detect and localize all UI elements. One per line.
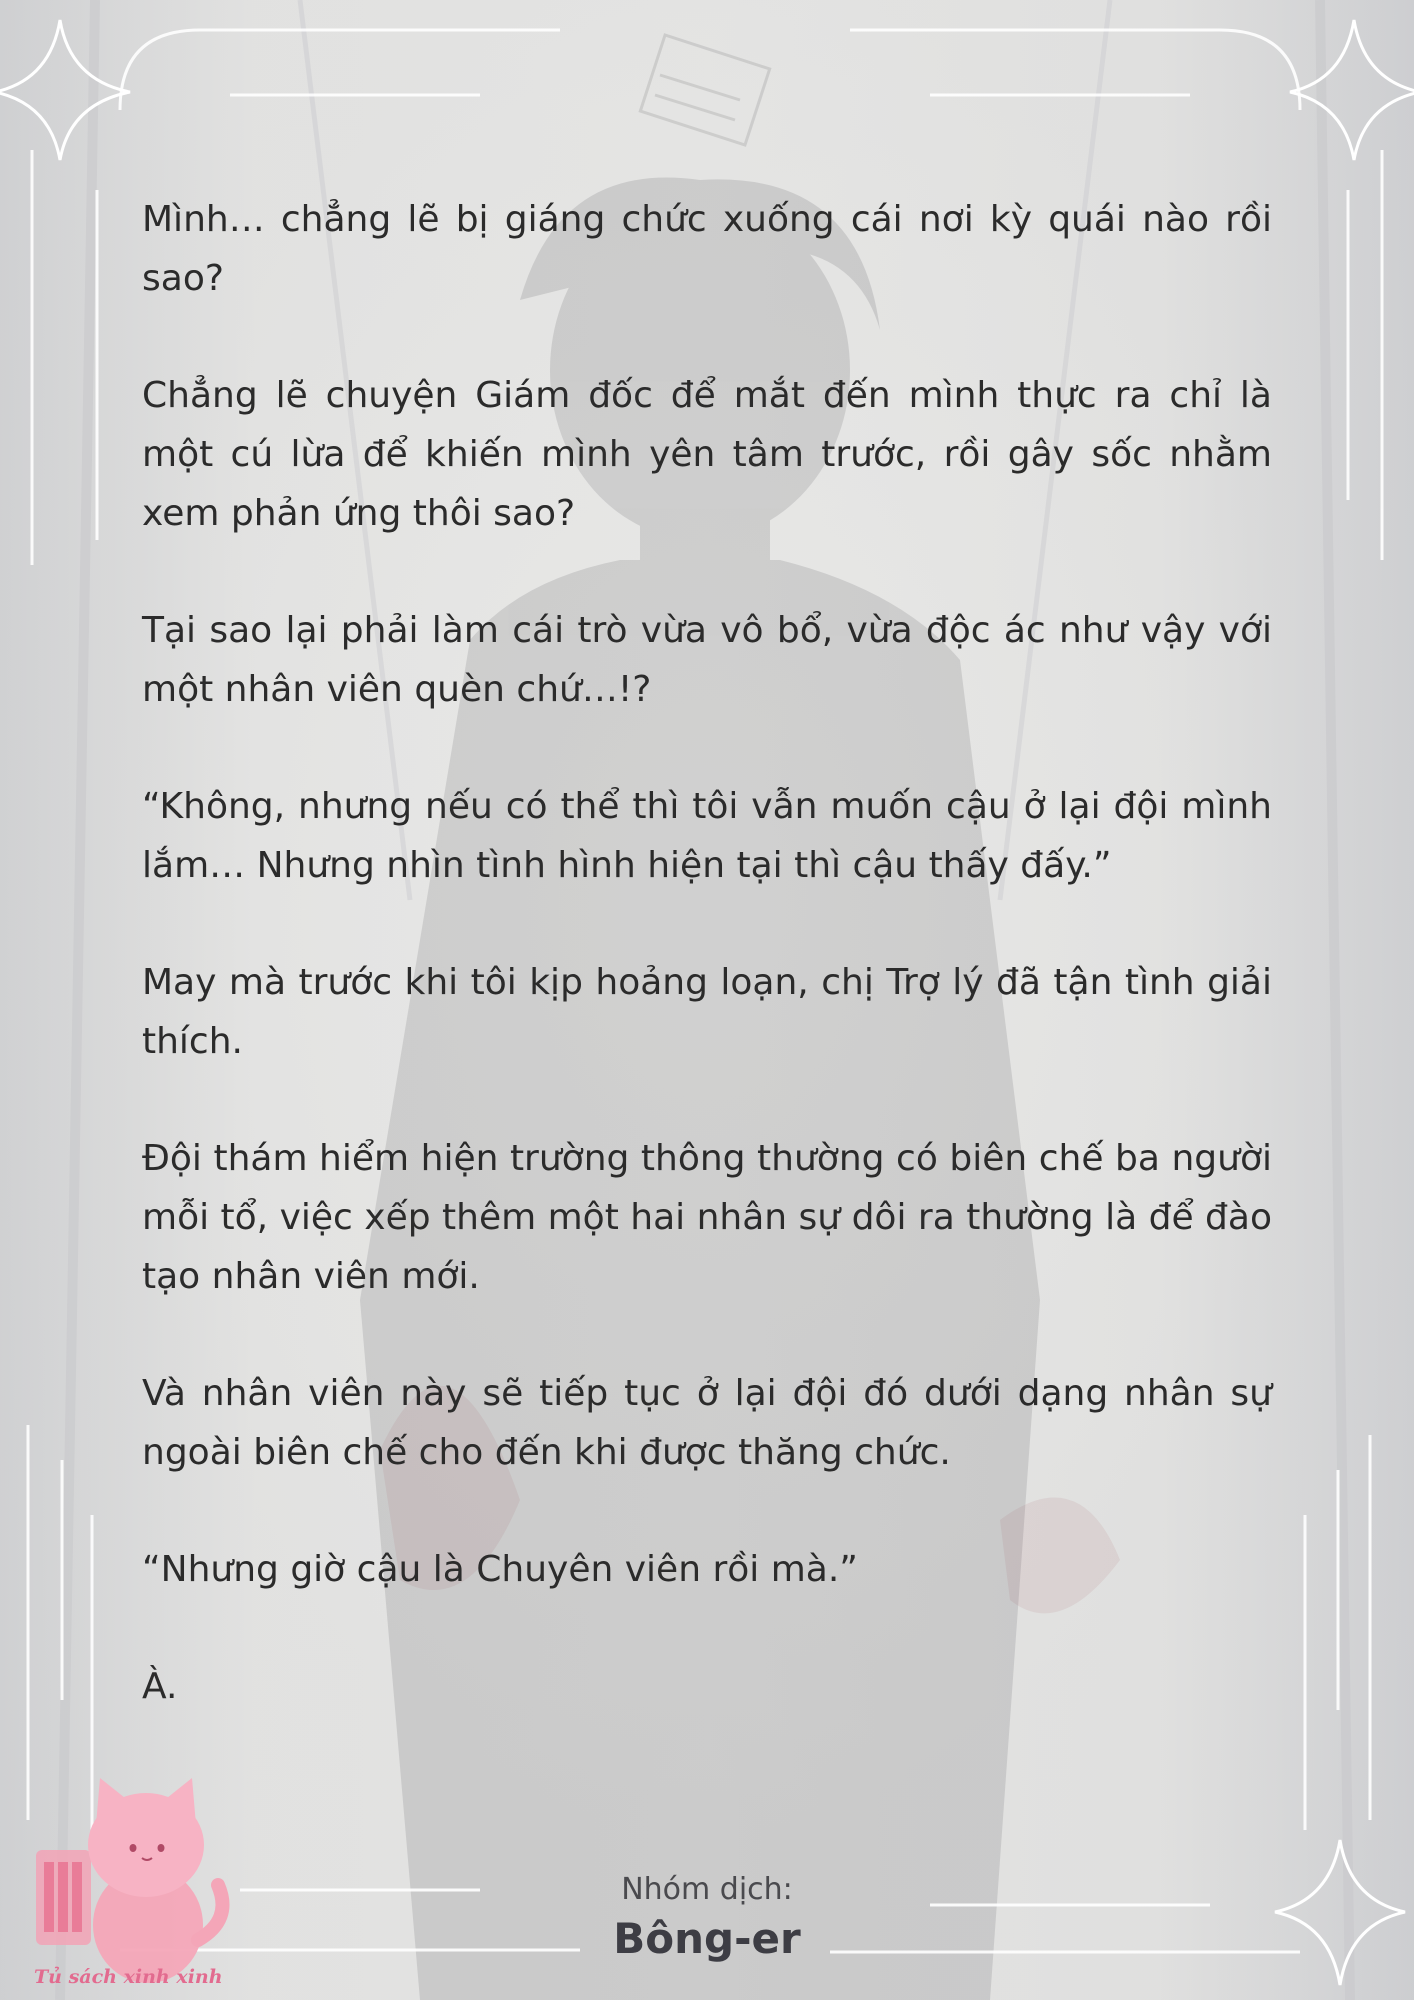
pink-cat-logo-icon xyxy=(28,1770,238,1995)
paragraph: May mà trước khi tôi kịp hoảng loạn, chị Trợ lý đã tận tình giải thích. xyxy=(142,962,1272,1062)
paragraph: “Không, nhưng nếu có thể thì tôi vẫn muốn cậu ở lại đội mình lắm… Nhưng nhìn tình hình hiện tại thì cậu thấy đấy.” xyxy=(142,786,1272,886)
logo-text: Tủ sách xinh xinh xyxy=(34,1966,223,1988)
story-text xyxy=(142,190,1272,1774)
translator-label: Nhóm dịch: xyxy=(621,1872,793,1907)
paragraph: À. xyxy=(142,1666,178,1707)
translator-name: Bông-er xyxy=(613,1914,801,1963)
paragraph: Chẳng lẽ chuyện Giám đốc để mắt đến mình thực ra chỉ là một cú lừa để khiến mình yên tâm trước, rồi gây sốc nhằm xem phản ứng thôi sao? xyxy=(142,375,1272,534)
paragraph: Mình… chẳng lẽ bị giáng chức xuống cái nơi kỳ quái nào rồi sao? xyxy=(142,199,1272,299)
paragraph: Và nhân viên này sẽ tiếp tục ở lại đội đó dưới dạng nhân sự ngoài biên chế cho đến khi được thăng chức. xyxy=(142,1373,1272,1473)
paragraph: “Nhưng giờ cậu là Chuyên viên rồi mà.” xyxy=(142,1549,858,1590)
paragraph: Đội thám hiểm hiện trường thông thường có biên chế ba người mỗi tổ, việc xếp thêm một hai nhân sự dôi ra thường là để đào tạo nhân viên mới. xyxy=(142,1138,1272,1297)
paragraph: Tại sao lại phải làm cái trò vừa vô bổ, vừa độc ác như vậy với một nhân viên quèn chứ…!? xyxy=(142,610,1272,710)
